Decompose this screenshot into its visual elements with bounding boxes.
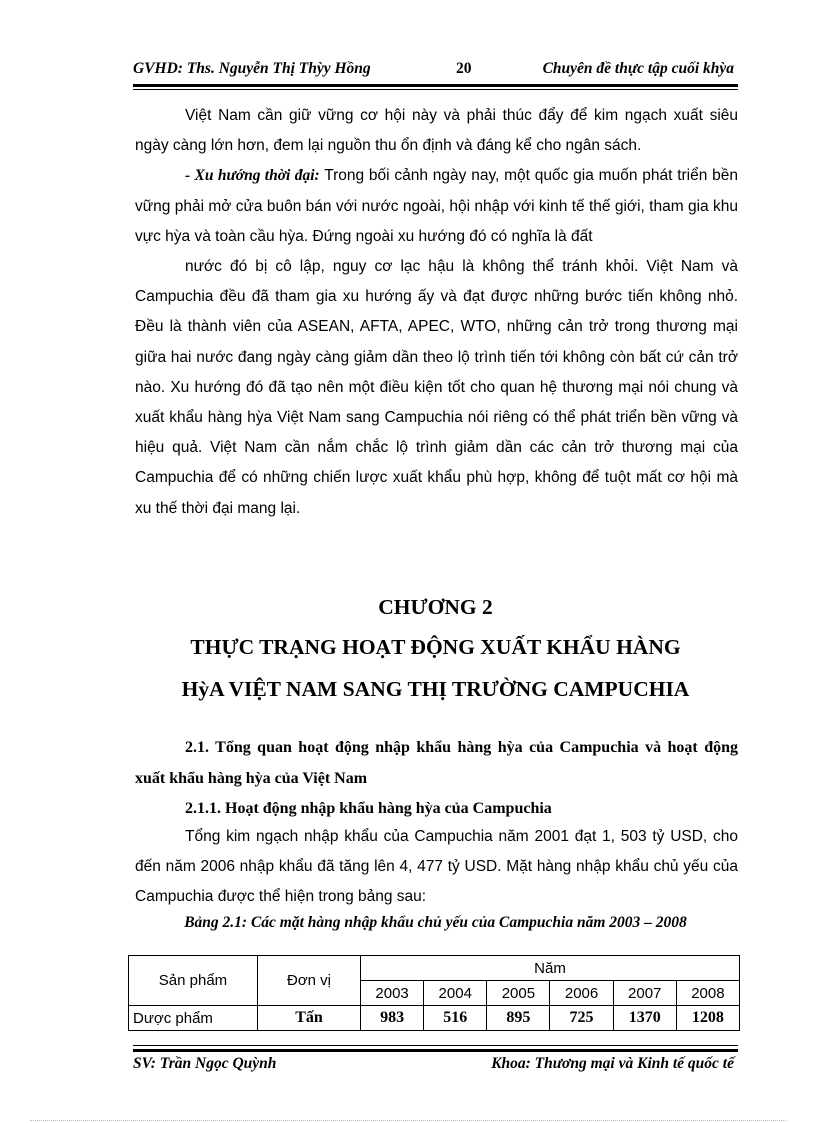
chapter-number: CHƯƠNG 2 <box>378 595 493 619</box>
header-year: 2006 <box>550 981 613 1006</box>
footer-rule-thick <box>133 1049 738 1052</box>
section-2-1-1-heading: 2.1.1. Hoạt động nhập khẩu hàng hỳa của Campuchia <box>185 800 552 817</box>
footer-faculty: Khoa: Thương mại và Kinh tế quốc tế <box>491 1055 734 1072</box>
table-header-row-1 <box>129 956 740 981</box>
paragraph-2-text: Trong bối cảnh ngày nay, một quốc gia muốn phát triển bền vững phải mở cửa buôn bán với nước ngoài, hội nhập với kinh tế thế giới, tham gia khu vực hỳa và toàn cầu hỳa. Đứng ngoài xu hướng đó có nghĩa là đất <box>135 167 738 245</box>
body-text-block-3 <box>135 822 738 913</box>
header-rule-thick <box>133 84 738 87</box>
footer-student: SV: Trần Ngọc Quỳnh <box>133 1055 277 1072</box>
section-block <box>135 733 738 825</box>
paragraph-2-lead: - Xu hướng thời đại: <box>185 167 320 185</box>
paragraph-3: nước đó bị cô lập, nguy cơ lạc hậu là không thể tránh khỏi. Việt Nam và Campuchia đều đã tham gia xu hướng ấy và đạt được những bước tiến không nhỏ. Đều là thành viên của ASEAN, AFTA, APEC, WTO, những cản trở trong thương mại giữa hai nước đang ngày càng giảm dần theo lộ trình tiến tới không còn bất cứ cản trở nào. Xu hướng đó đã tạo nên một điều kiện tốt cho quan hệ thương mại nói chung và xuất khẩu hàng hỳa Việt Nam sang Campuchia nói riêng có thể phát triển bền vững và hiệu quả. Việt Nam cần nắm chắc lộ trình giảm dần các cản trở thương mại của Campuchia để có những chiến lược xuất khẩu phù hợp, không để tuột mất cơ hội mà xu thế thời đại mang lại. <box>135 258 738 517</box>
cell-unit: Tấn <box>258 1006 361 1031</box>
table-row <box>129 1006 740 1031</box>
imports-table <box>128 955 740 1031</box>
section-2-1-heading: 2.1. Tổng quan hoạt động nhập khẩu hàng hỳa của Campuchia và hoạt động xuất khẩu hàng hỳa của Việt Nam <box>135 739 738 787</box>
page-header <box>133 58 738 84</box>
header-year: 2005 <box>487 981 550 1006</box>
cell-value: 895 <box>487 1006 550 1031</box>
header-product: Sản phẩm <box>129 956 258 1006</box>
paragraph-2 <box>135 161 738 252</box>
page-bottom-divider <box>30 1120 786 1121</box>
footer-rule-thin <box>133 1045 738 1046</box>
chapter-title-line-1: THỰC TRẠNG HOẠT ĐỘNG XUẤT KHẨU HÀNG <box>190 635 681 659</box>
header-year: 2008 <box>676 981 739 1006</box>
paragraph-1: Việt Nam cần giữ vững cơ hội này và phải thúc đẩy để kim ngạch xuất siêu ngày càng lớn hơn, đem lại nguồn thu ổn định và đáng kể cho ngân sách. <box>135 107 738 155</box>
header-unit: Đơn vị <box>258 956 361 1006</box>
chapter-title-line-2: HỳA VIỆT NAM SANG THỊ TRƯỜNG CAMPUCHIA <box>181 677 690 701</box>
cell-value: 1208 <box>676 1006 739 1031</box>
table-caption: Bảng 2.1: Các mặt hàng nhập khẩu chủ yếu của Campuchia năm 2003 – 2008 <box>184 914 687 931</box>
cell-value: 516 <box>424 1006 487 1031</box>
header-supervisor: GVHD: Ths. Nguyễn Thị Thỳy Hồng <box>133 60 371 77</box>
header-rule-thin <box>133 89 738 90</box>
paragraph-4: Tổng kim ngạch nhập khẩu của Campuchia năm 2001 đạt 1, 503 tỷ USD, cho đến năm 2006 nhập khẩu đã tăng lên 4, 477 tỷ USD. Mặt hàng nhập khẩu chủ yếu của Campuchia được thể hiện trong bảng sau: <box>135 828 738 906</box>
cell-value: 725 <box>550 1006 613 1031</box>
cell-value: 1370 <box>613 1006 676 1031</box>
body-text-block-1 <box>135 101 738 252</box>
page-footer <box>133 1055 738 1079</box>
header-page-number: 20 <box>456 60 472 77</box>
header-subject: Chuyên đề thực tập cuối khỳa <box>542 60 734 77</box>
header-year: 2004 <box>424 981 487 1006</box>
header-year: 2003 <box>361 981 424 1006</box>
header-year-group: Năm <box>361 956 740 981</box>
body-text-block-2 <box>135 252 738 524</box>
cell-product: Dược phẩm <box>129 1006 258 1031</box>
cell-value: 983 <box>361 1006 424 1031</box>
header-year: 2007 <box>613 981 676 1006</box>
